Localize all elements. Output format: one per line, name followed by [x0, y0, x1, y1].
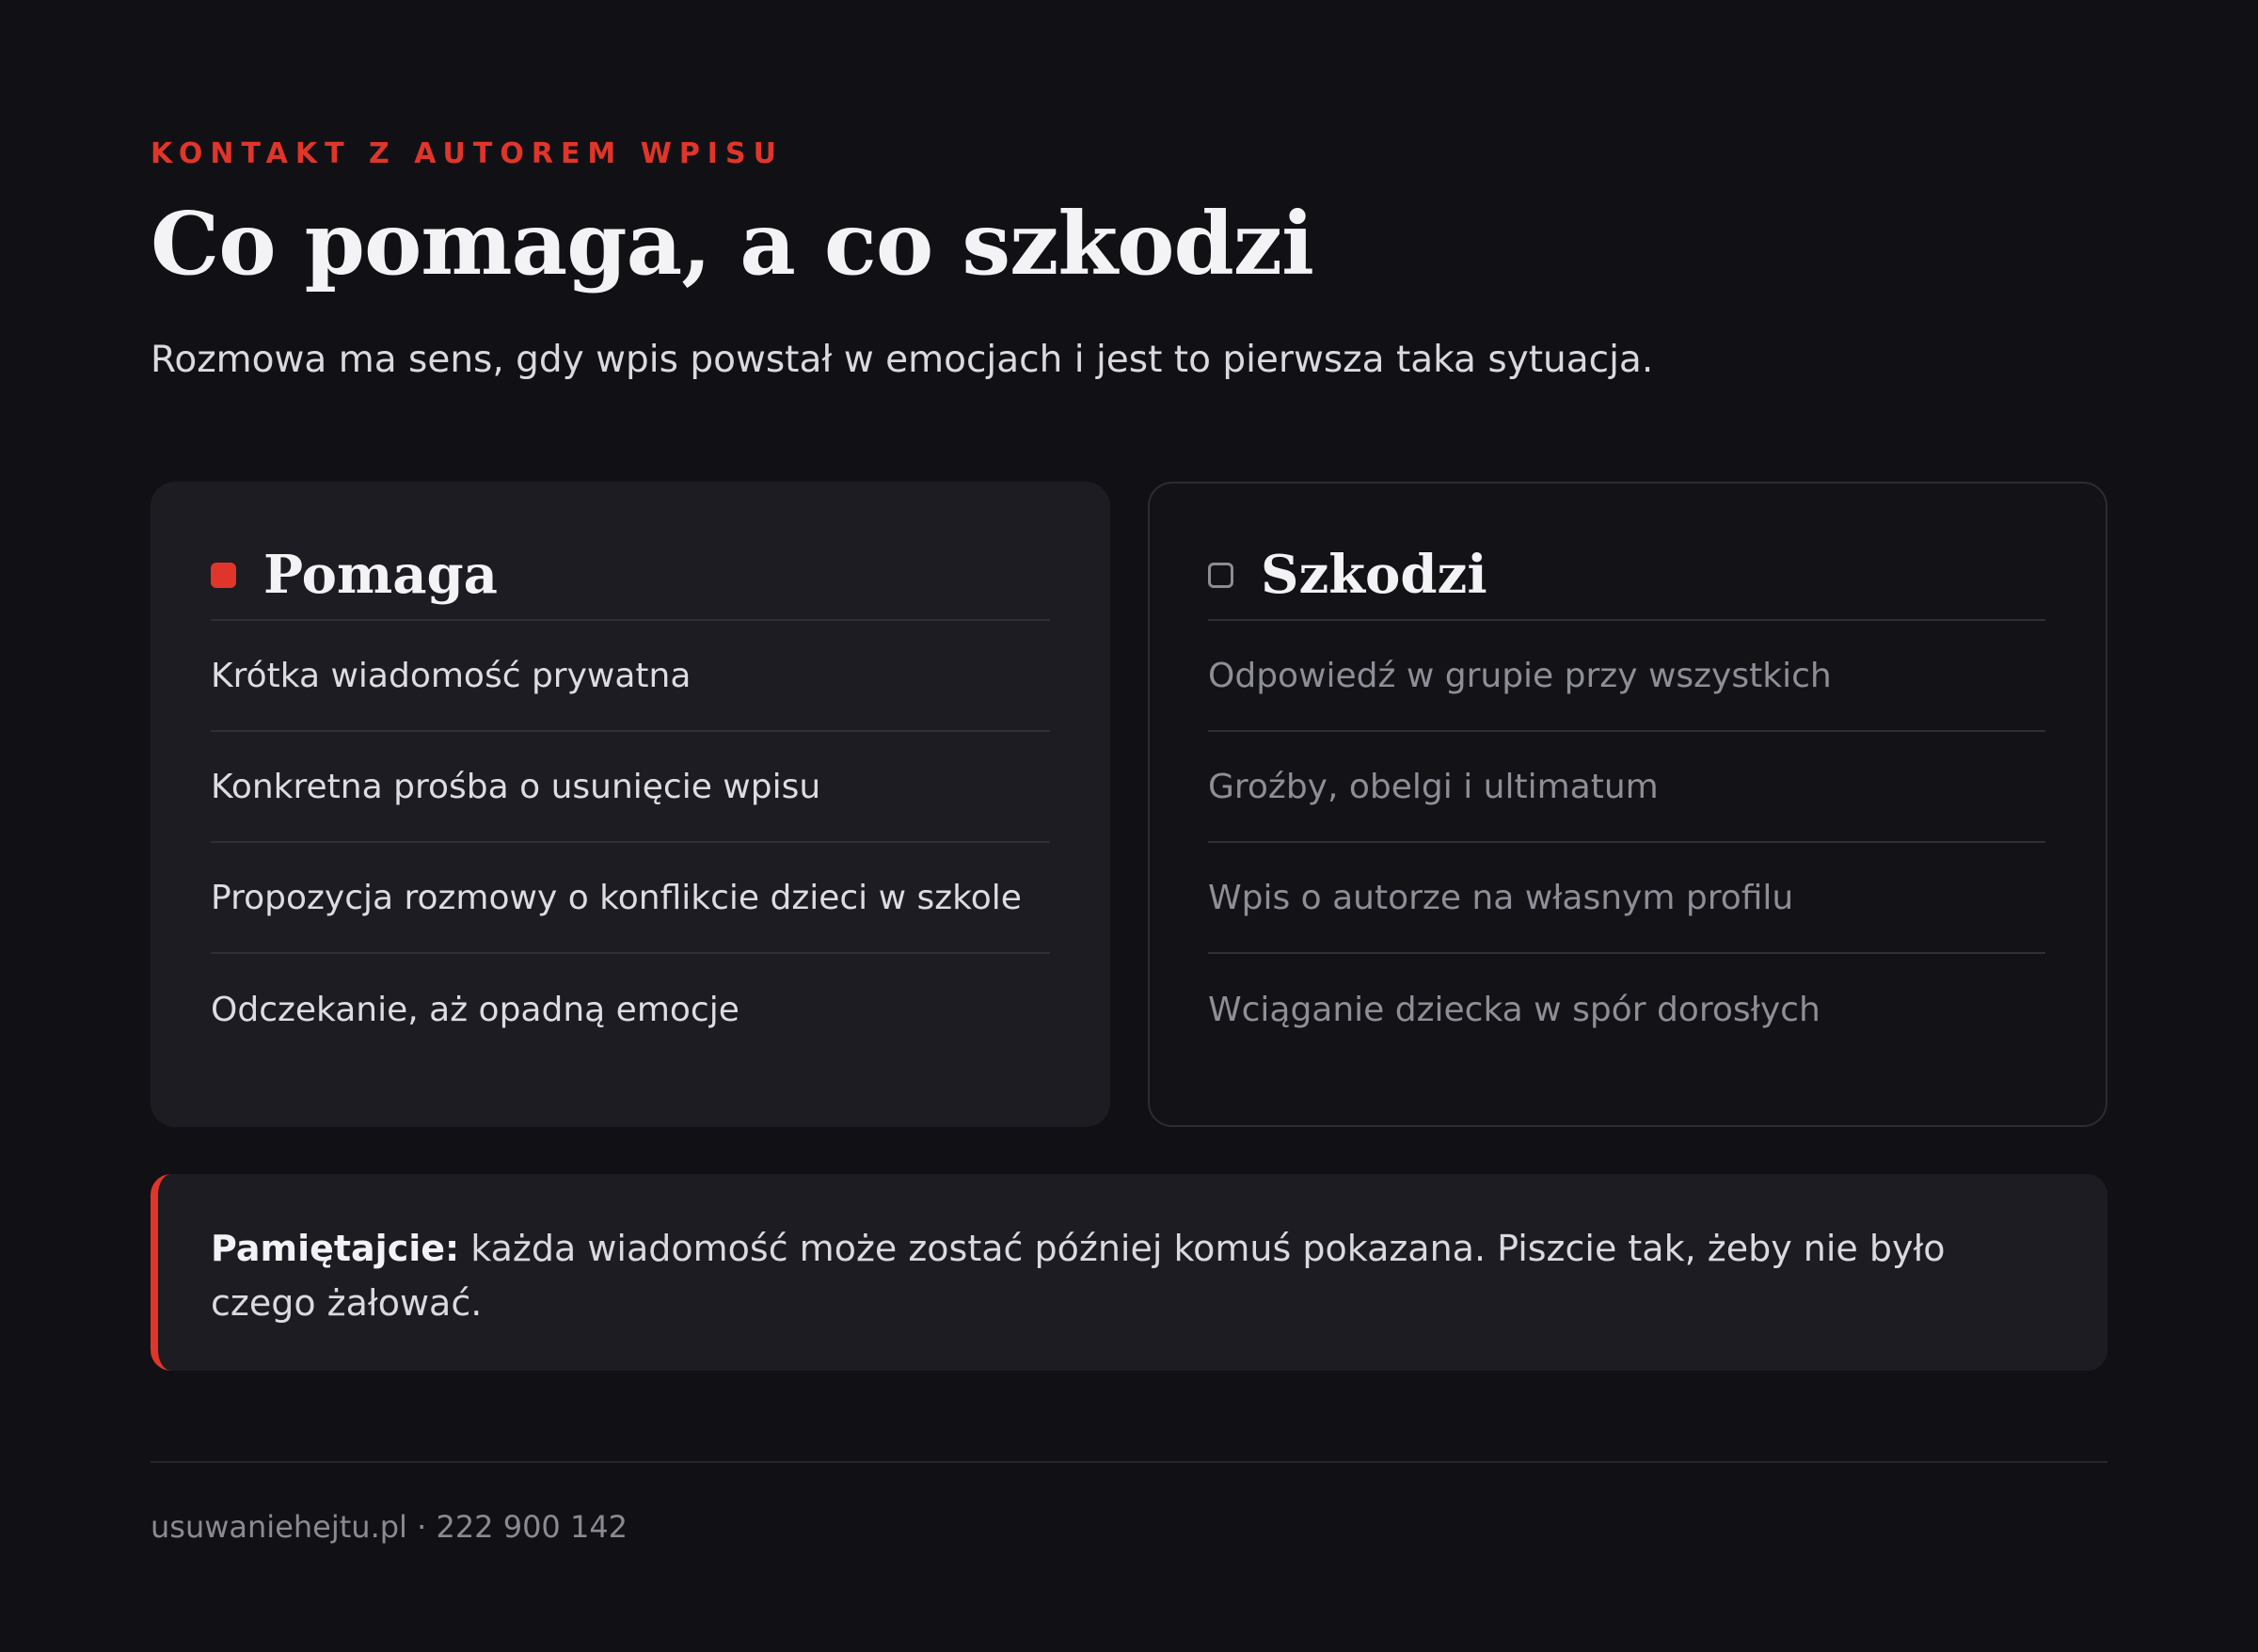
footer-contact: usuwaniehejtu.pl · 222 900 142: [151, 1509, 628, 1545]
reminder-text: każda wiadomość może zostać później komuś pokazana. Piszcie tak, żeby nie było czego żałować.: [211, 1228, 1946, 1324]
help-card-title: Pomaga: [263, 544, 498, 606]
harm-card: [1148, 482, 2107, 1127]
harm-list: [1208, 621, 2045, 1065]
page-title: Co pomaga, a co szkodzi: [151, 193, 1313, 294]
filled-square-icon: [211, 563, 236, 588]
list-item: Wciąganie dziecka w spór dorosłych: [1208, 990, 1821, 1029]
empty-square-icon: [1208, 563, 1233, 588]
section-eyebrow: KONTAKT Z AUTOREM WPISU: [151, 137, 784, 170]
list-item: Groźby, obelgi i ultimatum: [1208, 732, 2045, 843]
harm-card-header: [1208, 531, 2045, 621]
list-item: Odczekanie, aż opadną emocje: [211, 990, 739, 1029]
list-item: Wpis o autorze na własnym profilu: [1208, 843, 2045, 954]
list-item: Odpowiedź w grupie przy wszystkich: [1208, 621, 2045, 732]
list-item: Krótka wiadomość prywatna: [211, 621, 1050, 732]
list-item: Konkretna prośba o usunięcie wpisu: [211, 732, 1050, 843]
help-card: [151, 482, 1110, 1127]
lead-text: Rozmowa ma sens, gdy wpis powstał w emocjach i jest to pierwsza taka sytuacja.: [151, 339, 1654, 381]
reminder-label: Pamiętajcie:: [211, 1228, 460, 1269]
list-item: Propozycja rozmowy o konflikcie dzieci w szkole: [211, 843, 1050, 954]
harm-card-title: Szkodzi: [1261, 544, 1487, 606]
reminder-note: [151, 1174, 2107, 1371]
footer-divider: [151, 1461, 2107, 1463]
page: [151, 0, 2107, 1652]
help-card-header: [211, 531, 1050, 621]
help-list: [211, 621, 1050, 1065]
